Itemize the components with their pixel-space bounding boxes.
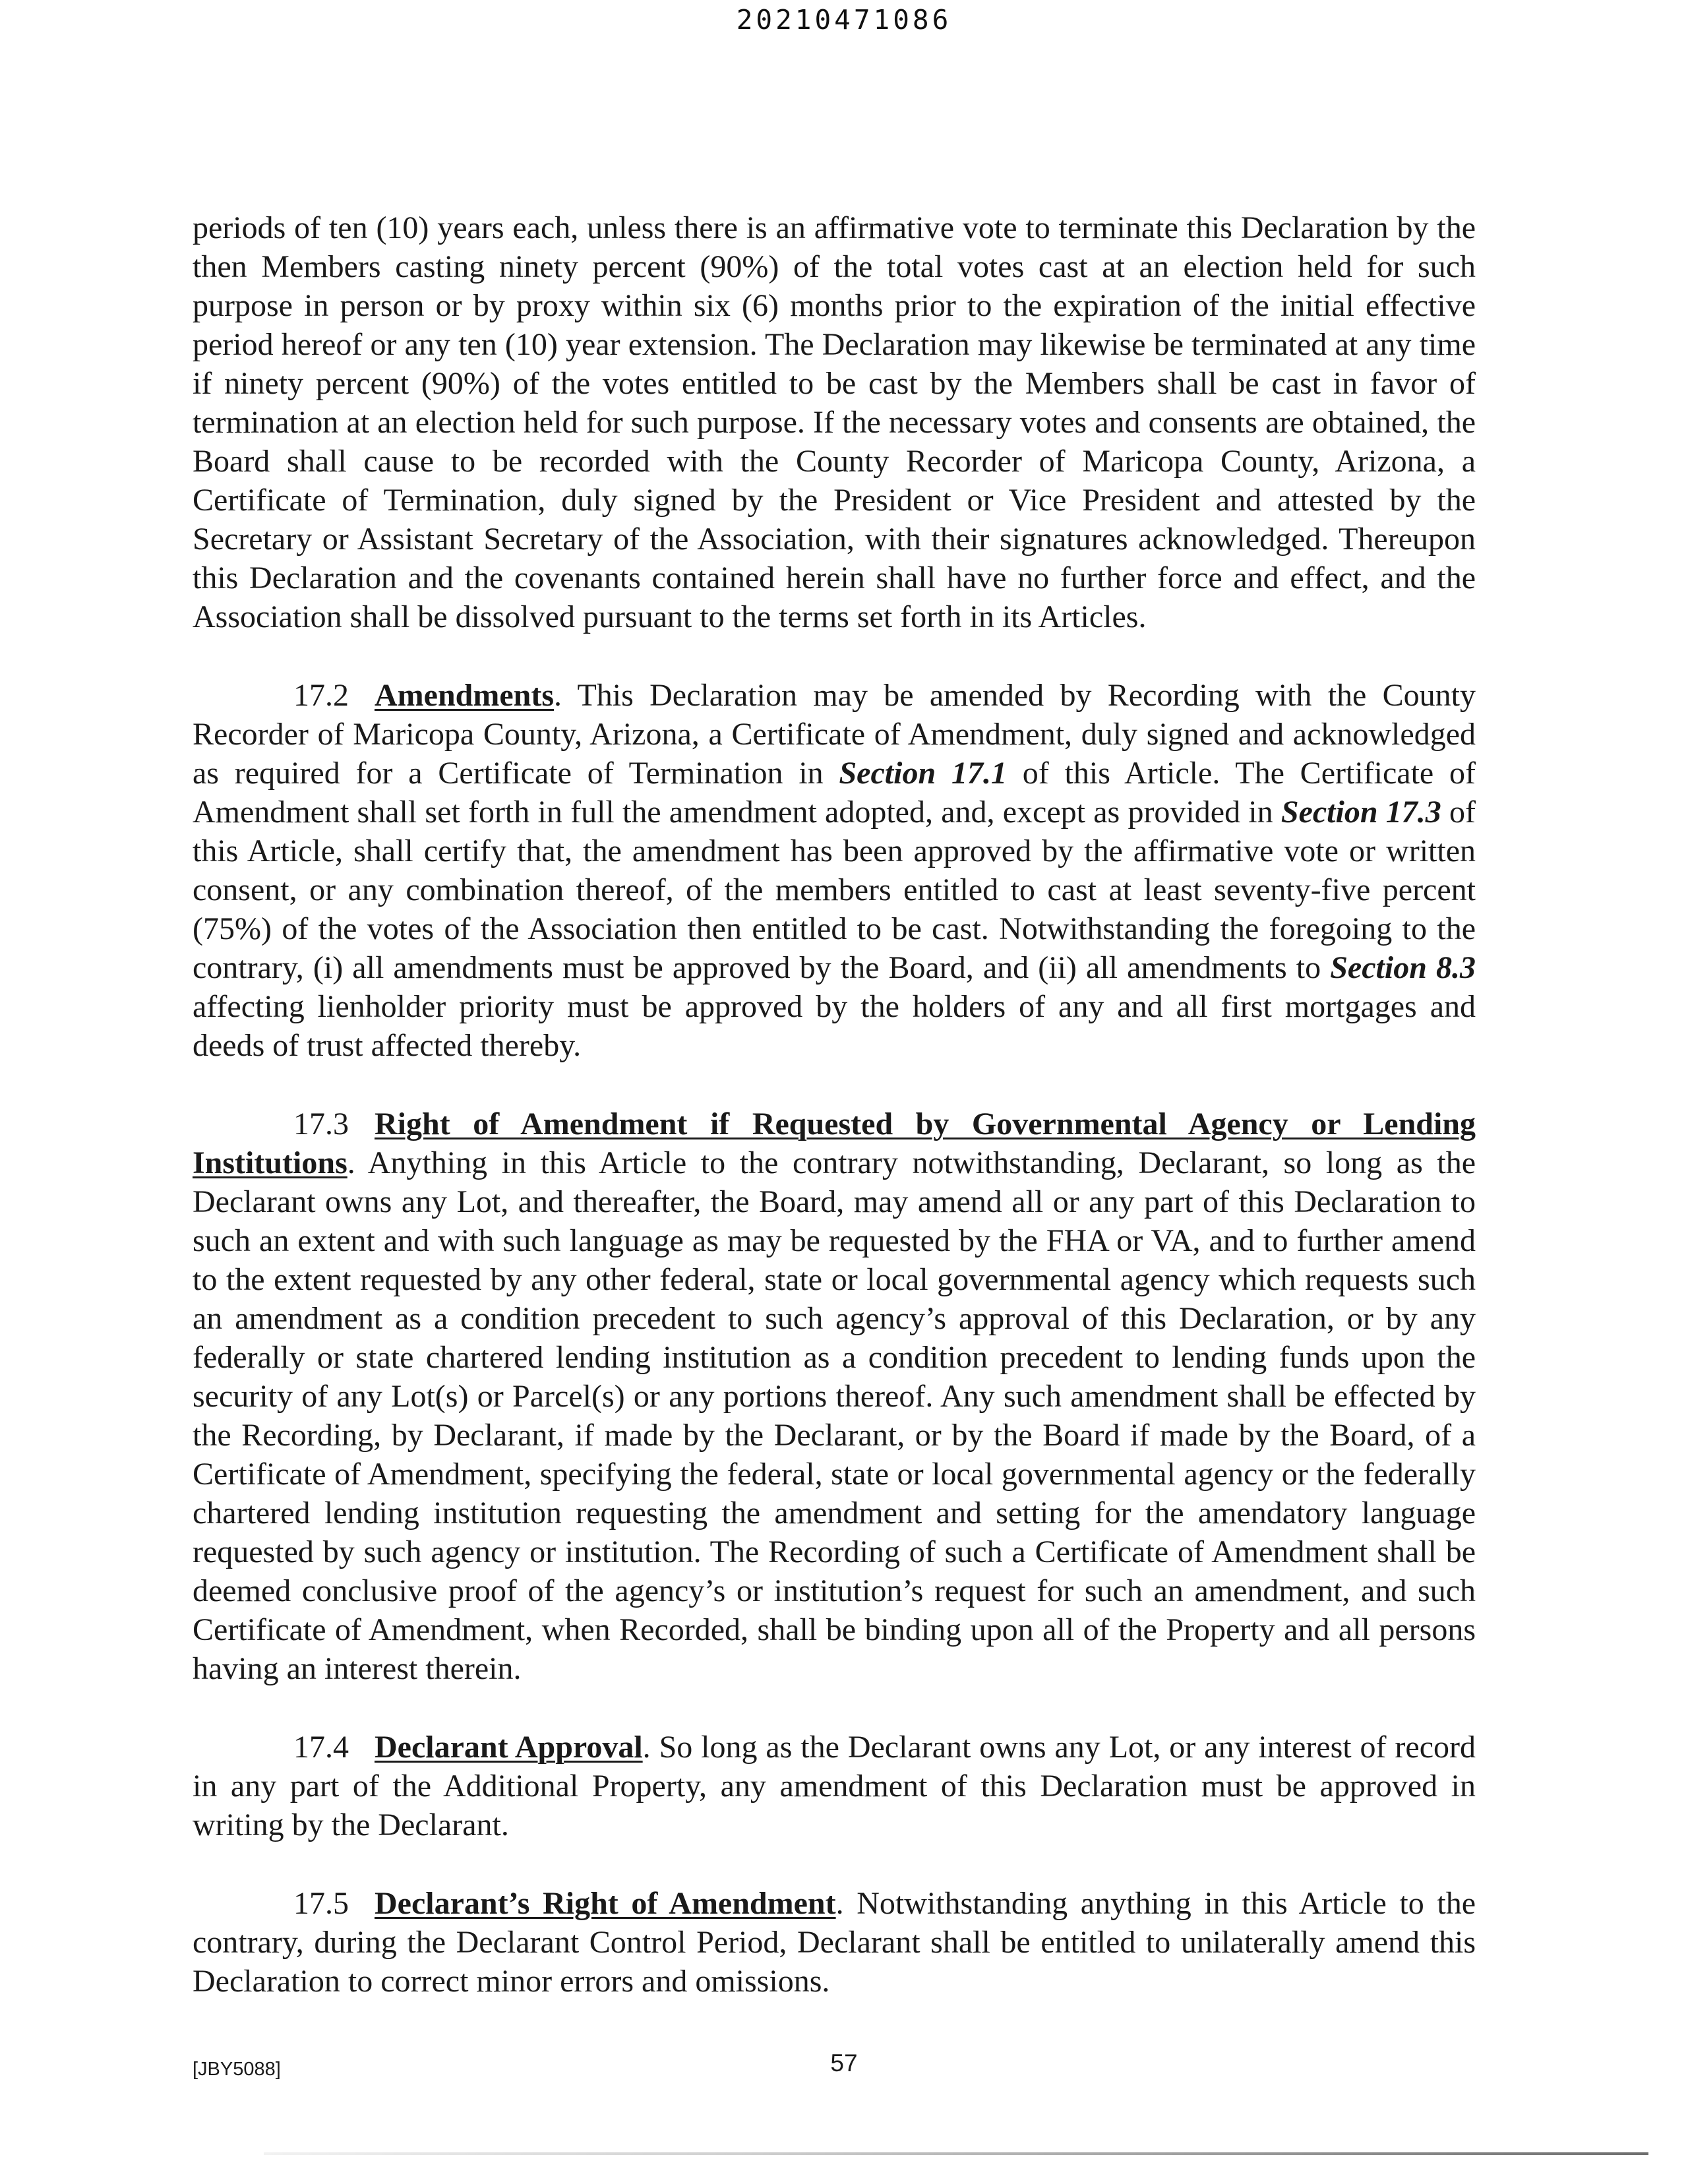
section-text: . Notwithstanding anything in this Article to the contrary, during the Declarant Control Period, Declarant shall be entitled to unilaterally amend this Declaration to correct minor errors and omissions. [193,1886,1476,1999]
section-title: Declarant Approval [375,1730,643,1765]
page-number: 57 [830,2049,858,2077]
section-reference: Section 17.1 [839,756,1007,791]
section-text: of this Article. The Certificate of Amendment shall set forth in full the amendment adopted, and, except as provided in [193,756,1476,830]
section-reference: Section 17.3 [1281,795,1441,830]
section-title: Declarant’s Right of Amendment [375,1886,836,1921]
section-number: 17.4 [293,1730,349,1765]
section-number: 17.3 [293,1107,349,1141]
section-title: Amendments [375,678,554,713]
section-17-2 [193,676,1476,1065]
paragraph-termination-continued [193,208,1476,636]
section-number: 17.2 [293,678,349,713]
document-body [193,208,1476,2040]
document-code: [JBY5088] [193,2059,281,2080]
section-17-3 [193,1105,1476,1688]
section-title: Right of Amendment if Requested by Governmental Agency or Lending Institutions [193,1107,1476,1180]
paragraph-text: periods of ten (10) years each, unless there is an affirmative vote to terminate this Declaration by the then Members casting ninety percent (90%) of the total votes cast at an election held for such purpose in person or by proxy within six (6) months prior to the expiration of the initial effective period hereof or any ten (10) year extension. The Declaration may likewise be terminated at any time if ninety percent (90%) of the votes entitled to be cast by the Members shall be cast in favor of termination at an election held for such purpose. If the necessary votes and consents are obtained, the Board shall cause to be recorded with the County Recorder of Maricopa County, Arizona, a Certificate of Termination, duly signed by the President or Vice President and attested by the Secretary or Assistant Secretary of the Association, with their signatures acknowledged. Thereupon this Declaration and the covenants contained herein shall have no further force and effect, and the Association shall be dissolved pursuant to the terms set forth in its Articles. [193,210,1476,634]
section-text: . This Declaration may be amended by Recording with the County Recorder of Maricopa County, Arizona, a Certificate of Amendment, duly signed and acknowledged as required for a Certificate of Termination in [193,678,1476,791]
scan-edge-line [264,2152,1648,2155]
recording-number: 20210471086 [736,4,952,36]
section-text: affecting lienholder priority must be approved by the holders of any and all first mortgages and deeds of trust affected thereby. [193,989,1476,1063]
section-text: of this Article, shall certify that, the amendment has been approved by the affirmative vote or written consent, or any combination thereof, of the members entitled to cast at least seventy-five percent (75%) of the votes of the Association then entitled to be cast. Notwithstanding the foregoing to the contrary, (i) all amendments must be approved by the Board, and (ii) all amendments to [193,795,1476,985]
section-reference: Section 8.3 [1330,950,1476,985]
section-text: . Anything in this Article to the contrary notwithstanding, Declarant, so long as the Declarant owns any Lot, and thereafter, the Board, may amend all or any part of this Declaration to such an extent and with such language as may be requested by the FHA or VA, and to further amend to the extent requested by any other federal, state or local governmental agency which requests such an amendment as a condition precedent to such agency’s approval of this Declaration, or by any federally or state chartered lending institution as a condition precedent to lending funds upon the security of any Lot(s) or Parcel(s) or any portions thereof. Any such amendment shall be effected by the Recording, by Declarant, if made by the Declarant, or by the Board if made by the Board, of a Certificate of Amendment, specifying the federal, state or local governmental agency or the federally chartered lending institution requesting the amendment and setting for the amendatory language requested by such agency or institution. The Recording of such a Certificate of Amendment shall be deemed conclusive proof of the agency’s or institution’s request for such an amendment, and such Certificate of Amendment, when Recorded, shall be binding upon all of the Property and all persons having an interest therein. [193,1145,1476,1686]
section-17-5 [193,1884,1476,2001]
section-number: 17.5 [293,1886,349,1921]
section-text: . So long as the Declarant owns any Lot, or any interest of record in any part of the Additional Property, any amendment of this Declaration must be approved in writing by the Declarant. [193,1730,1476,1842]
section-17-4 [193,1728,1476,1844]
